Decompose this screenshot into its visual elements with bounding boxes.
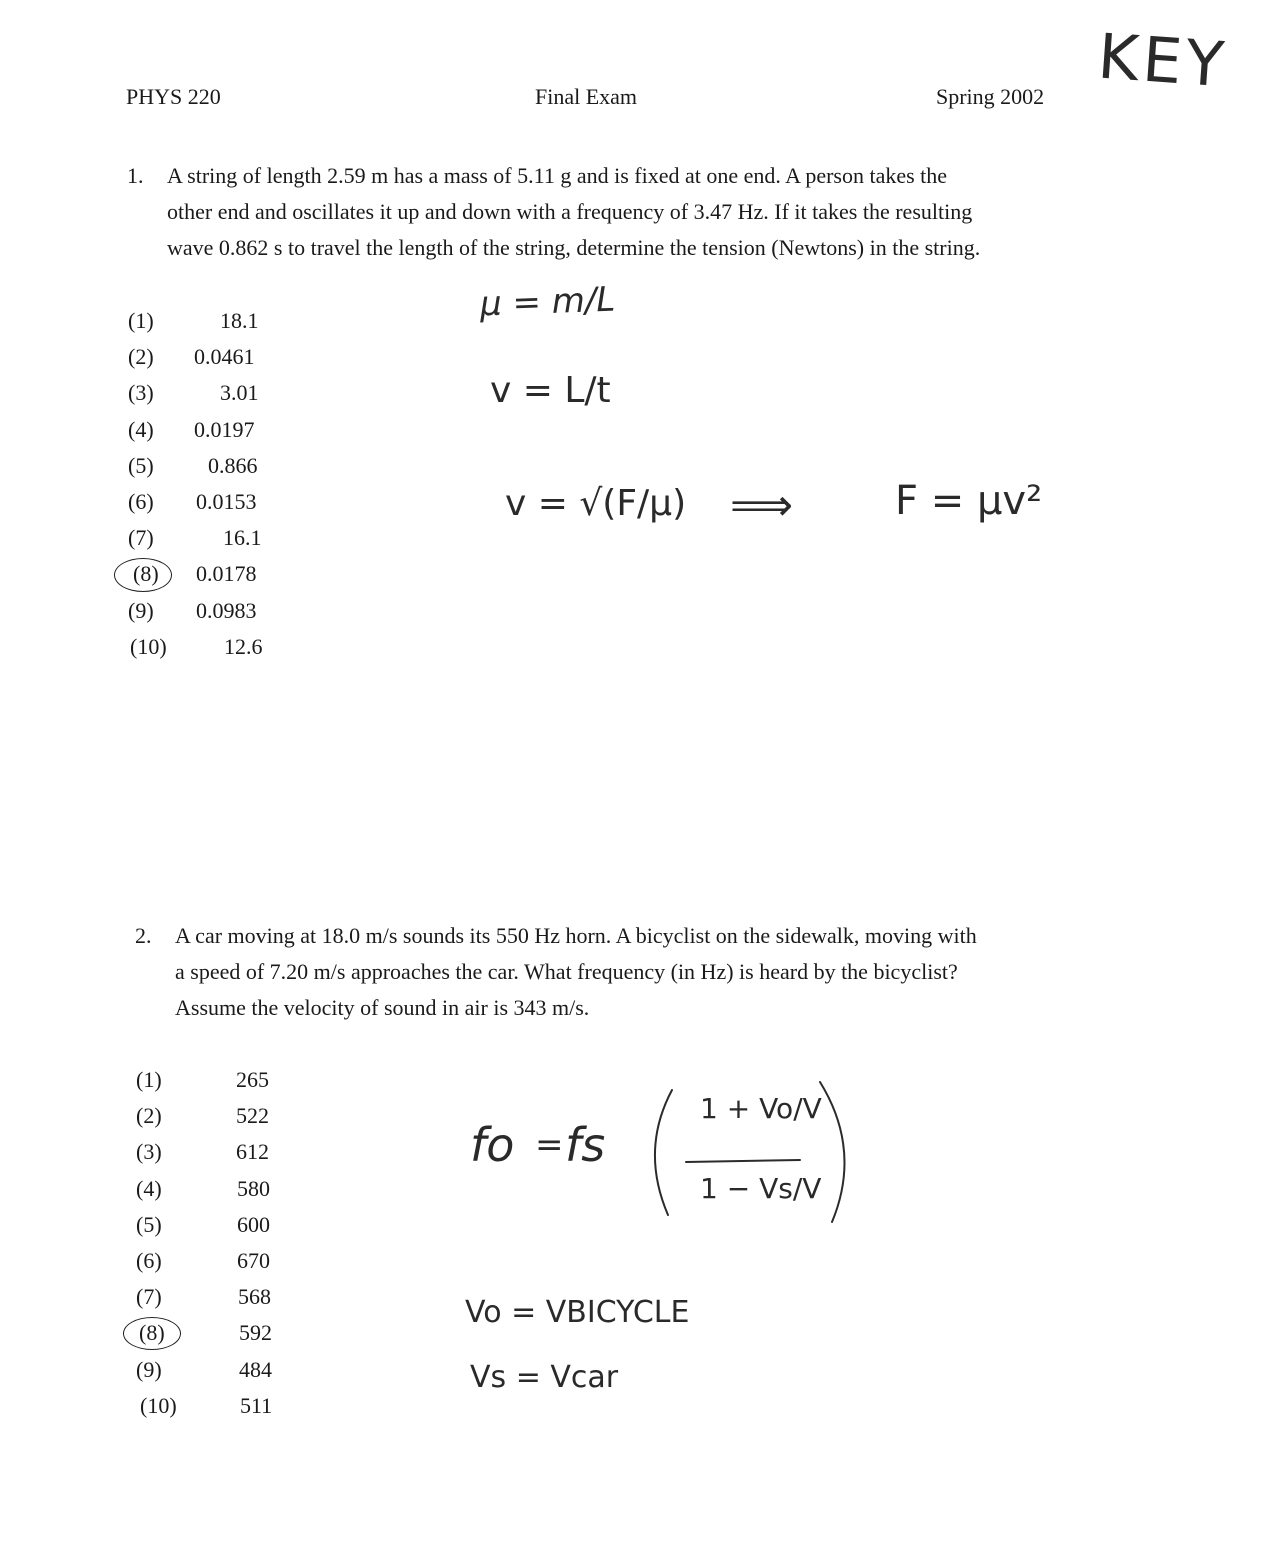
choice-label: (9) bbox=[136, 1356, 162, 1382]
handwritten-implies-arrow: ⟹ bbox=[730, 480, 794, 531]
choice-label: (1) bbox=[128, 308, 154, 333]
choice-label: (8) bbox=[133, 561, 159, 587]
question-text-line: A car moving at 18.0 m/s sounds its 550 Hz horn. A bicyclist on the sidewalk, moving with bbox=[175, 923, 977, 948]
choice-label: (10) bbox=[130, 633, 167, 659]
course-code: PHYS 220 bbox=[126, 84, 221, 109]
handwritten-f-source: fs bbox=[565, 1118, 606, 1172]
handwritten-numerator: 1 + Vo/V bbox=[700, 1092, 822, 1125]
choice-value: 0.0983 bbox=[196, 597, 257, 623]
choice-label: (10) bbox=[140, 1392, 177, 1418]
right-paren bbox=[820, 1082, 845, 1222]
exam-term: Spring 2002 bbox=[936, 84, 1045, 109]
question-text-line: wave 0.862 s to travel the length of the string, determine the tension (Newtons) in the string. bbox=[167, 235, 981, 260]
handwritten-denominator: 1 − Vs/V bbox=[700, 1172, 822, 1205]
choice-label: (5) bbox=[136, 1211, 162, 1237]
fraction-bar bbox=[686, 1160, 800, 1162]
key-annotation: KEY bbox=[1095, 19, 1231, 102]
choice-value: 18.1 bbox=[220, 308, 259, 333]
choice-value: 12.6 bbox=[224, 633, 263, 659]
choice-value: 0.866 bbox=[208, 452, 258, 478]
choice-label: (9) bbox=[128, 597, 154, 623]
choice-label: (7) bbox=[136, 1284, 162, 1310]
choice-label: (6) bbox=[136, 1247, 162, 1273]
handwritten-velocity-l-over-t: v = L/t bbox=[490, 370, 611, 411]
handwritten-equals: = bbox=[535, 1125, 564, 1165]
choice-value: 522 bbox=[236, 1103, 269, 1129]
choice-label: (4) bbox=[136, 1175, 162, 1201]
choice-value: 0.0178 bbox=[196, 561, 257, 587]
choice-value: 612 bbox=[236, 1139, 269, 1165]
choice-value: 670 bbox=[237, 1247, 270, 1273]
choice-value: 0.0461 bbox=[194, 344, 255, 370]
choice-value: 16.1 bbox=[223, 525, 262, 551]
choice-value: 0.0197 bbox=[194, 416, 255, 442]
choice-value: 3.01 bbox=[220, 380, 259, 406]
exam-title: Final Exam bbox=[535, 84, 638, 109]
choice-value: 0.0153 bbox=[196, 488, 257, 514]
handwritten-tension-formula: F = μv² bbox=[895, 478, 1043, 524]
choice-label: (3) bbox=[128, 380, 154, 406]
choice-label: (2) bbox=[136, 1103, 162, 1129]
handwritten-velocity-sqrt: v = √(F/μ) bbox=[505, 483, 687, 524]
handwritten-vo-definition: Vo = VBICYCLE bbox=[465, 1295, 690, 1330]
choice-label: (7) bbox=[128, 525, 154, 551]
choice-value: 484 bbox=[239, 1356, 272, 1382]
choice-value: 600 bbox=[237, 1211, 270, 1237]
question-text-line: other end and oscillates it up and down with a frequency of 3.47 Hz. If it takes the resulting bbox=[167, 199, 973, 224]
choice-label: (5) bbox=[128, 452, 154, 478]
choice-label: (2) bbox=[128, 344, 154, 370]
choice-label: (8) bbox=[139, 1320, 165, 1346]
handwritten-vs-definition: Vs = Vcar bbox=[470, 1360, 619, 1395]
choice-label: (1) bbox=[136, 1067, 162, 1092]
handwritten-f-observed: fo bbox=[470, 1118, 515, 1172]
choice-label: (6) bbox=[128, 488, 154, 514]
choice-value: 592 bbox=[239, 1320, 272, 1346]
choice-value: 568 bbox=[238, 1284, 271, 1310]
question-number: 1. bbox=[127, 163, 144, 188]
question-text-line: a speed of 7.20 m/s approaches the car. What frequency (in Hz) is heard by the bicyclist? bbox=[175, 959, 958, 984]
choice-value: 511 bbox=[240, 1392, 273, 1418]
question-text-line: A string of length 2.59 m has a mass of 5.11 g and is fixed at one end. A person takes the bbox=[167, 163, 948, 188]
choice-label: (3) bbox=[136, 1139, 162, 1165]
handwritten-mu-definition: μ = m/L bbox=[479, 279, 616, 325]
choice-value: 265 bbox=[236, 1067, 269, 1092]
choice-value: 580 bbox=[237, 1175, 270, 1201]
question-number: 2. bbox=[135, 923, 152, 948]
question-text-line: Assume the velocity of sound in air is 343 m/s. bbox=[175, 995, 590, 1020]
choice-label: (4) bbox=[128, 416, 154, 442]
left-paren bbox=[655, 1090, 672, 1215]
